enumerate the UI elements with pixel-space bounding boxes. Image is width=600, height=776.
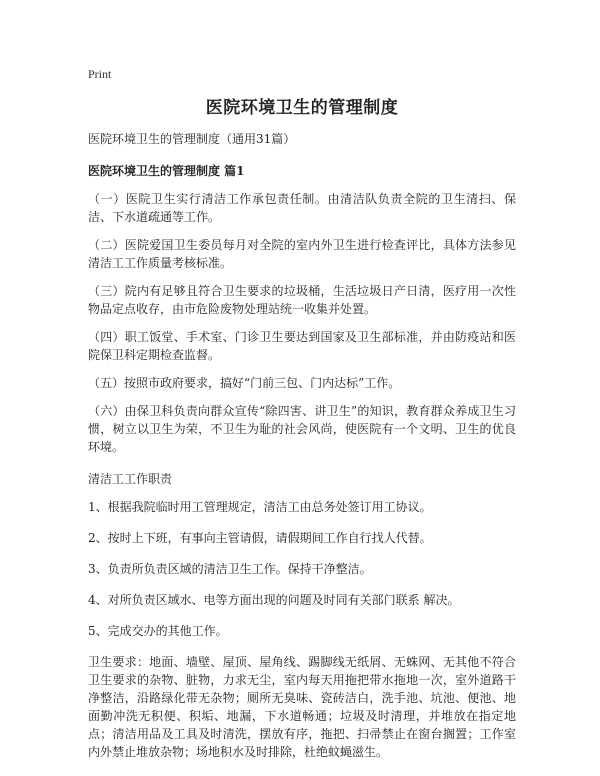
duty-item-4: 4、对所负责区域水、电等方面出现的问题及时同有关部门联系 解决。 — [88, 593, 460, 607]
duty-item-5: 5、完成交办的其他工作。 — [88, 624, 228, 638]
duties-heading: 清洁工工作职责 — [88, 472, 173, 486]
hygiene-requirements: 卫生要求：地面、墙壁、屋顶、屋角线、踢脚线无纸屑、无蛛网、无其他不符合卫生要求的杂物、脏物，力求无尘，室内每天用拖把带水拖地一次，室外道路干净整洁，沿路绿化带无杂物；厕所无臭味、瓷砖洁白，洗手池、坑池、便池、地面勤冲洗无积便、积垢、地漏，下水道畅通；垃圾及时清理，并堆放在指定地点；清洁用品及工具及时清洗，摆放有序，拖把、扫帚禁止在窗台搁置；工作室内外禁止堆放杂物；场地积水及时排除，杜绝蚊蝇滋生。 — [88, 655, 516, 759]
duty-item-1: 1、根据我院临时用工管理规定，清洁工由总务处签订用工协议。 — [88, 500, 432, 514]
paragraph-2: （二）医院爱国卫生委员每月对全院的室内外卫生进行检查评比，具体方法参见清洁工工作质量考核标准。 — [88, 238, 516, 270]
duty-item-2: 2、按时上下班，有事向主管请假，请假期间工作自行找人代替。 — [88, 531, 432, 545]
paragraph-1: （一）医院卫生实行清洁工作承包责任制。由清洁队负责全院的卫生清扫、保洁、下水道疏通等工作。 — [88, 192, 516, 224]
paragraph-6: （六）由保卫科负责向群众宣传“除四害、讲卫生”的知识，教育群众养成卫生习惯，树立以卫生为荣，不卫生为耻的社会风尚，使医院有一个文明、卫生的优良环境。 — [88, 404, 516, 454]
section-heading: 医院环境卫生的管理制度 篇1 — [88, 164, 245, 178]
paragraph-3: （三）院内有足够且符合卫生要求的垃圾桶，生活垃圾日产日清，医疗用一次性物品定点收存，由市危险废物处理站统一收集并处置。 — [88, 284, 516, 316]
document-page — [88, 66, 516, 771]
document-subtitle: 医院环境卫生的管理制度（通用31篇） — [88, 132, 296, 146]
paragraph-5: （五）按照市政府要求，搞好“门前三包、门内达标”工作。 — [88, 376, 401, 390]
print-link[interactable]: Print — [88, 67, 112, 81]
duty-item-3: 3、负责所负责区域的清洁卫生工作。保持干净整洁。 — [88, 562, 372, 576]
document-title: 医院环境卫生的管理制度 — [205, 98, 399, 118]
paragraph-4: （四）职工饭堂、手术室、门诊卫生要达到国家及卫生部标准，并由防疫站和医院保卫科定期检查监督。 — [88, 330, 516, 362]
